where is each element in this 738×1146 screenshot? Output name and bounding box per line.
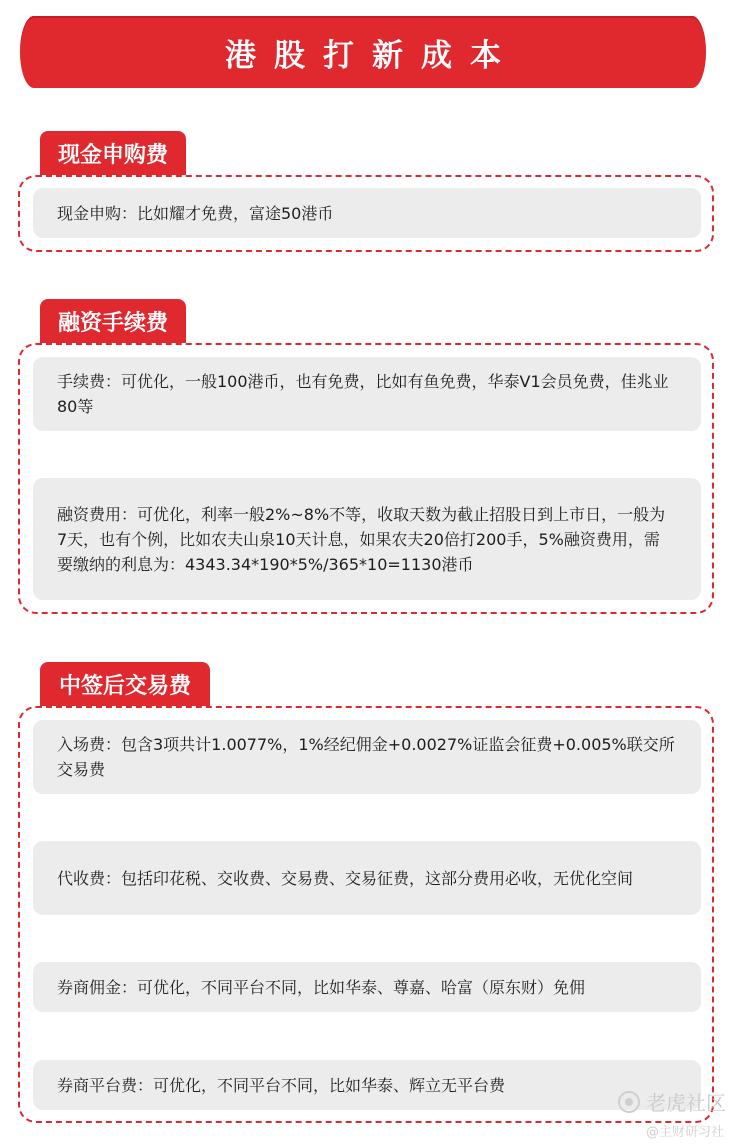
list-item: 代收费：包括印花税、交收费、交易费、交易征费，这部分费用必收，无优化空间 (33, 841, 701, 915)
section-heading-financing-fee: 融资手续费 (40, 299, 186, 343)
list-item: 券商佣金：可优化，不同平台不同，比如华泰、尊嘉、哈富（原东财）免佣 (33, 962, 701, 1012)
page-title-banner (20, 16, 706, 88)
tiger-logo-icon (618, 1091, 640, 1113)
list-item: 券商平台费：可优化，不同平台不同，比如华泰、辉立无平台费 (33, 1060, 701, 1110)
watermark-byline: @主财研习社 (645, 1125, 724, 1140)
section-heading-post-allotment-fee: 中签后交易费 (40, 662, 210, 706)
page-title: 港股打新成本 (225, 37, 519, 74)
watermark-brand: 老虎社区 (646, 1091, 726, 1115)
list-item: 手续费：可优化，一般100港币，也有免费，比如有鱼免费，华泰V1会员免费，佳兆业80等 (33, 357, 701, 431)
list-item: 现金申购：比如耀才免费，富途50港币 (33, 188, 701, 238)
list-item: 入场费：包含3项共计1.0077%，1%经纪佣金+0.0027%证监会征费+0.005%联交所交易费 (33, 720, 701, 794)
list-item: 融资费用：可优化，利率一般2%~8%不等，收取天数为截止招股日到上市日，一般为7天，也有个例，比如农夫山泉10天计息，如果农夫20倍打200手，5%融资费用，需要缴纳的利息为：4343.34*190*5%/365*10=1130港币 (33, 478, 701, 600)
section-heading-cash-subscription: 现金申购费 (40, 131, 186, 175)
watermark (618, 1087, 726, 1116)
